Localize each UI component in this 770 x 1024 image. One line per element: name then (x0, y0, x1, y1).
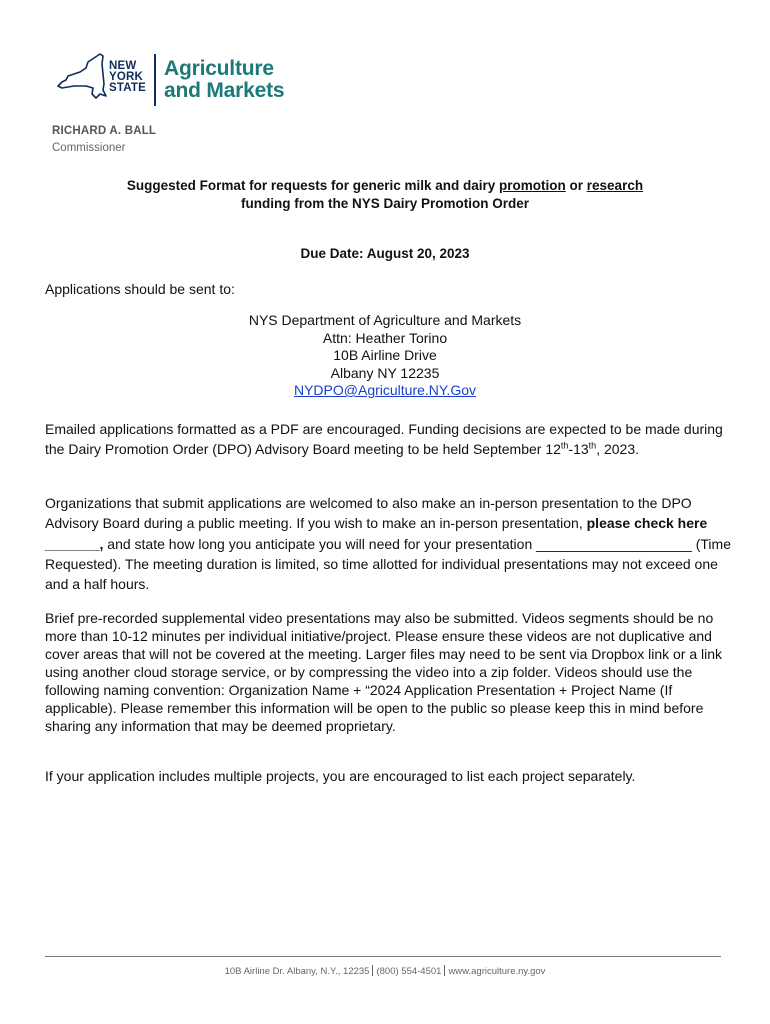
paragraph-presentation: Organizations that submit applications are welcomed to also make an in-person presentation to the DPO Advisory Board during a public meeting. If you wish to make an in-person presentation, please check here _______, and state how long you anticipate you will need for your presentation ____________________ (Time Requested). The meeting duration is limited, so time allotted for individual presentations may not exceed one and a half hours. (45, 495, 731, 593)
paragraph-multiple-projects: If your application includes multiple projects, you are encouraged to list each project separately. (45, 768, 636, 784)
logo-agency-line-2: and Markets (164, 79, 285, 102)
document-title (0, 177, 770, 213)
footer-website[interactable]: www.agriculture.ny.gov (448, 966, 546, 977)
title-line-2: funding from the NYS Dairy Promotion Order (240, 196, 529, 211)
footer-separator (444, 965, 445, 976)
footer-separator (372, 965, 373, 976)
address-line-3: 10B Airline Drive (333, 347, 437, 363)
address-line-1: NYS Department of Agriculture and Markets (248, 312, 522, 328)
paragraph-video: Brief pre-recorded supplemental video presentations may also be submitted. Videos segments should be no more than 10-12 minutes per individual initiative/project. Please ensure these videos are not duplicative and cover areas that will not be covered at the meeting. Larger files may need to be sent via Dropbox link or a link using another cloud storage service, or by compressing the video into a zip folder. Videos should use the following naming convention: Organization Name + “2024 Application Presentation + Project Name (If applicable). Please remember this information will be open to the public so please keep this in mind before sharing any information that may be deemed proprietary. (45, 610, 723, 734)
title-line-1: Suggested Format for requests for generic milk and dairy promotion or research (126, 178, 644, 193)
footer (0, 965, 770, 977)
due-date: Due Date: August 20, 2023 (300, 246, 470, 261)
agency-logo (56, 52, 296, 114)
email-link[interactable]: NYDPO@Agriculture.NY.Gov (293, 382, 476, 398)
send-to-label: Applications should be sent to: (45, 281, 235, 297)
footer-divider (45, 956, 721, 957)
footer-address: 10B Airline Dr. Albany, N.Y., 12235 (224, 966, 370, 977)
presentation-checkbox-blank[interactable]: please check here _______, (45, 515, 708, 552)
logo-agency-line-1: Agriculture (164, 57, 274, 80)
logo-state-text (109, 61, 149, 94)
commissioner-title: Commissioner (52, 142, 126, 154)
address-line-4: Albany NY 12235 (330, 364, 440, 381)
address-line-2: Attn: Heather Torino (322, 329, 448, 346)
logo-state-line-3: STATE (109, 82, 146, 94)
commissioner-name: RICHARD A. BALL (52, 125, 157, 137)
footer-phone: (800) 554-4501 (376, 966, 442, 977)
logo-agency-text (164, 58, 284, 102)
mailing-address (0, 312, 770, 400)
title-promotion-word: promotion (499, 178, 566, 193)
paragraph-pdf-submission: Emailed applications formatted as a PDF are encouraged. Funding decisions are expected to be made during the Dairy Promotion Order (DPO) Advisory Board meeting to be held September 12th-13th, 2023. (45, 421, 723, 457)
logo-state-line-2: YORK (109, 71, 144, 83)
logo-state-line-1: NEW (109, 60, 137, 72)
new-york-state-outline-icon (56, 52, 108, 102)
title-research-word: research (586, 178, 644, 193)
logo-divider (154, 54, 156, 106)
